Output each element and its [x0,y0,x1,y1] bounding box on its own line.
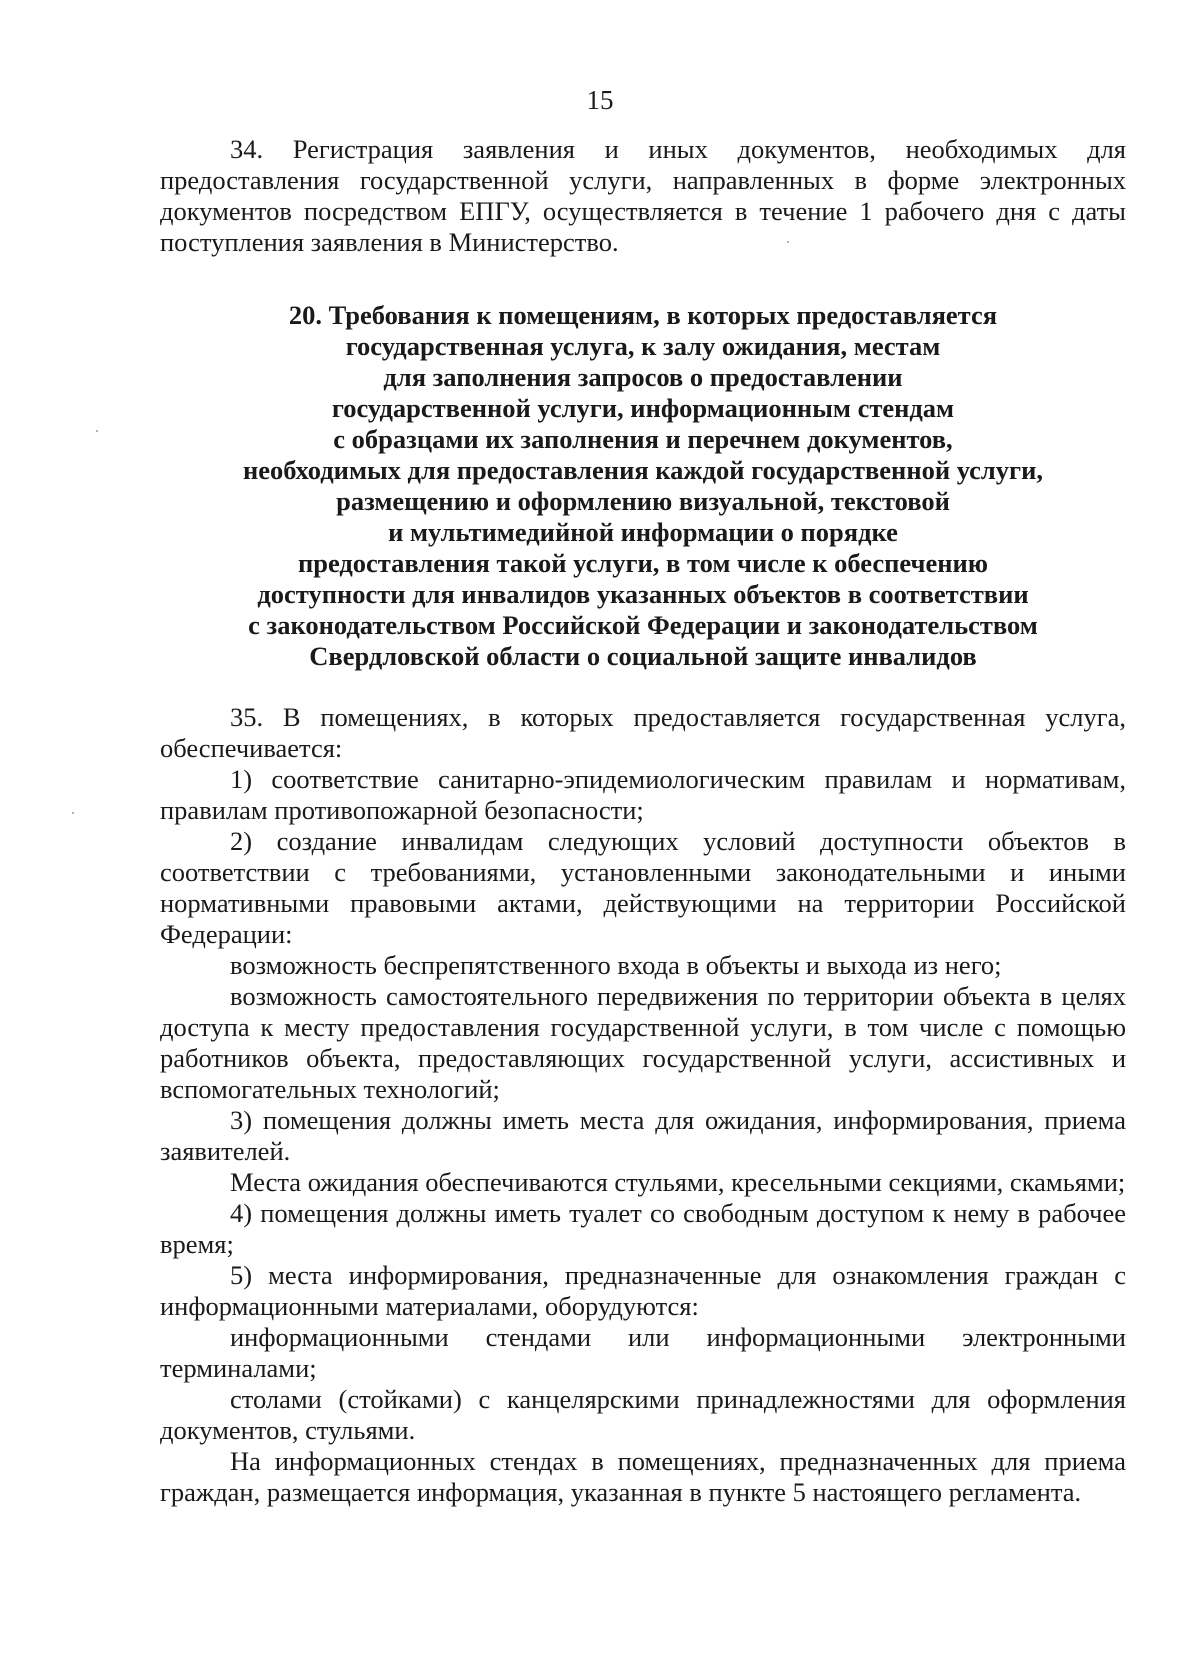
heading-line: государственная услуга, к залу ожидания, местам [345,331,941,361]
paragraph-35-intro: 35. В помещениях, в которых предоставляется государственная услуга, обеспечивается: [160,702,1126,763]
subitem-movement: возможность самостоятельного передвижения по территории объекта в целях доступа к месту предоставления государственной услуги, в том числе с помощью работников объекта, предоставляющих государственной услуги, ассистивных и вспомогательных технологий; [160,981,1126,1104]
scan-speck [72,812,74,814]
subitem-stands-terminals: информационными стендами или информационными электронными терминалами; [160,1322,1126,1383]
list-item-4-toilet: 4) помещения должны иметь туалет со свободным доступом к нему в рабочее время; [160,1198,1126,1259]
heading-line: необходимых для предоставления каждой государственной услуги, [243,455,1043,485]
subitem-seating: Места ожидания обеспечиваются стульями, кресельными секциями, скамьями; [230,1167,1126,1197]
subitem-entry-access: возможность беспрепятственного входа в объекты и выхода из него; [230,950,1002,980]
document-body [160,134,1126,1508]
page-number: 15 [586,85,614,115]
list-item-3-waiting-places: 3) помещения должны иметь места для ожидания, информирования, приема заявителей. [160,1105,1126,1166]
heading-line: Свердловской области о социальной защите инвалидов [309,641,977,671]
heading-line: для заполнения запросов о предоставлении [383,362,903,392]
scan-speck [787,241,789,243]
heading-line: предоставления такой услуги, в том числе к обеспечению [297,548,989,578]
scan-speck [96,430,98,432]
list-item-2-accessibility: 2) создание инвалидам следующих условий доступности объектов в соответствии с требованиями, установленными законодательными и иными нормативными правовыми актами, действующими на территории Российской Федерации: [160,826,1126,949]
heading-line: и мультимедийной информации о порядке [388,517,898,547]
paragraph-34: 34. Регистрация заявления и иных документов, необходимых для предоставления государственной услуги, направленных в форме электронных документов посредством ЕПГУ, осуществляется в течение 1 рабочего дня с даты поступления заявления в Министерство. [160,134,1126,257]
list-item-5-information-places: 5) места информирования, предназначенные для ознакомления граждан с информационными материалами, оборудуются: [160,1260,1126,1321]
list-item-1-sanitary: 1) соответствие санитарно-эпидемиологическим правилам и нормативам, правилам противопожарной безопасности; [160,764,1126,825]
heading-line: доступности для инвалидов указанных объектов в соответствии [257,579,1029,609]
section-heading-20 [160,258,1126,702]
paragraph-information-stands: На информационных стендах в помещениях, предназначенных для приема граждан, размещается информация, указанная в пункте 5 настоящего регламента. [160,1446,1126,1507]
heading-line: государственной услуги, информационным стендам [331,393,955,423]
heading-line: 20. Требования к помещениям, в которых предоставляется [288,300,998,330]
heading-line: с образцами их заполнения и перечнем документов, [333,424,953,454]
heading-line: с законодательством Российской Федерации и законодательством [248,610,1038,640]
subitem-desks: столами (стойками) с канцелярскими принадлежностями для оформления документов, стульями. [160,1384,1126,1445]
heading-line: размещению и оформлению визуальной, текстовой [336,486,950,516]
